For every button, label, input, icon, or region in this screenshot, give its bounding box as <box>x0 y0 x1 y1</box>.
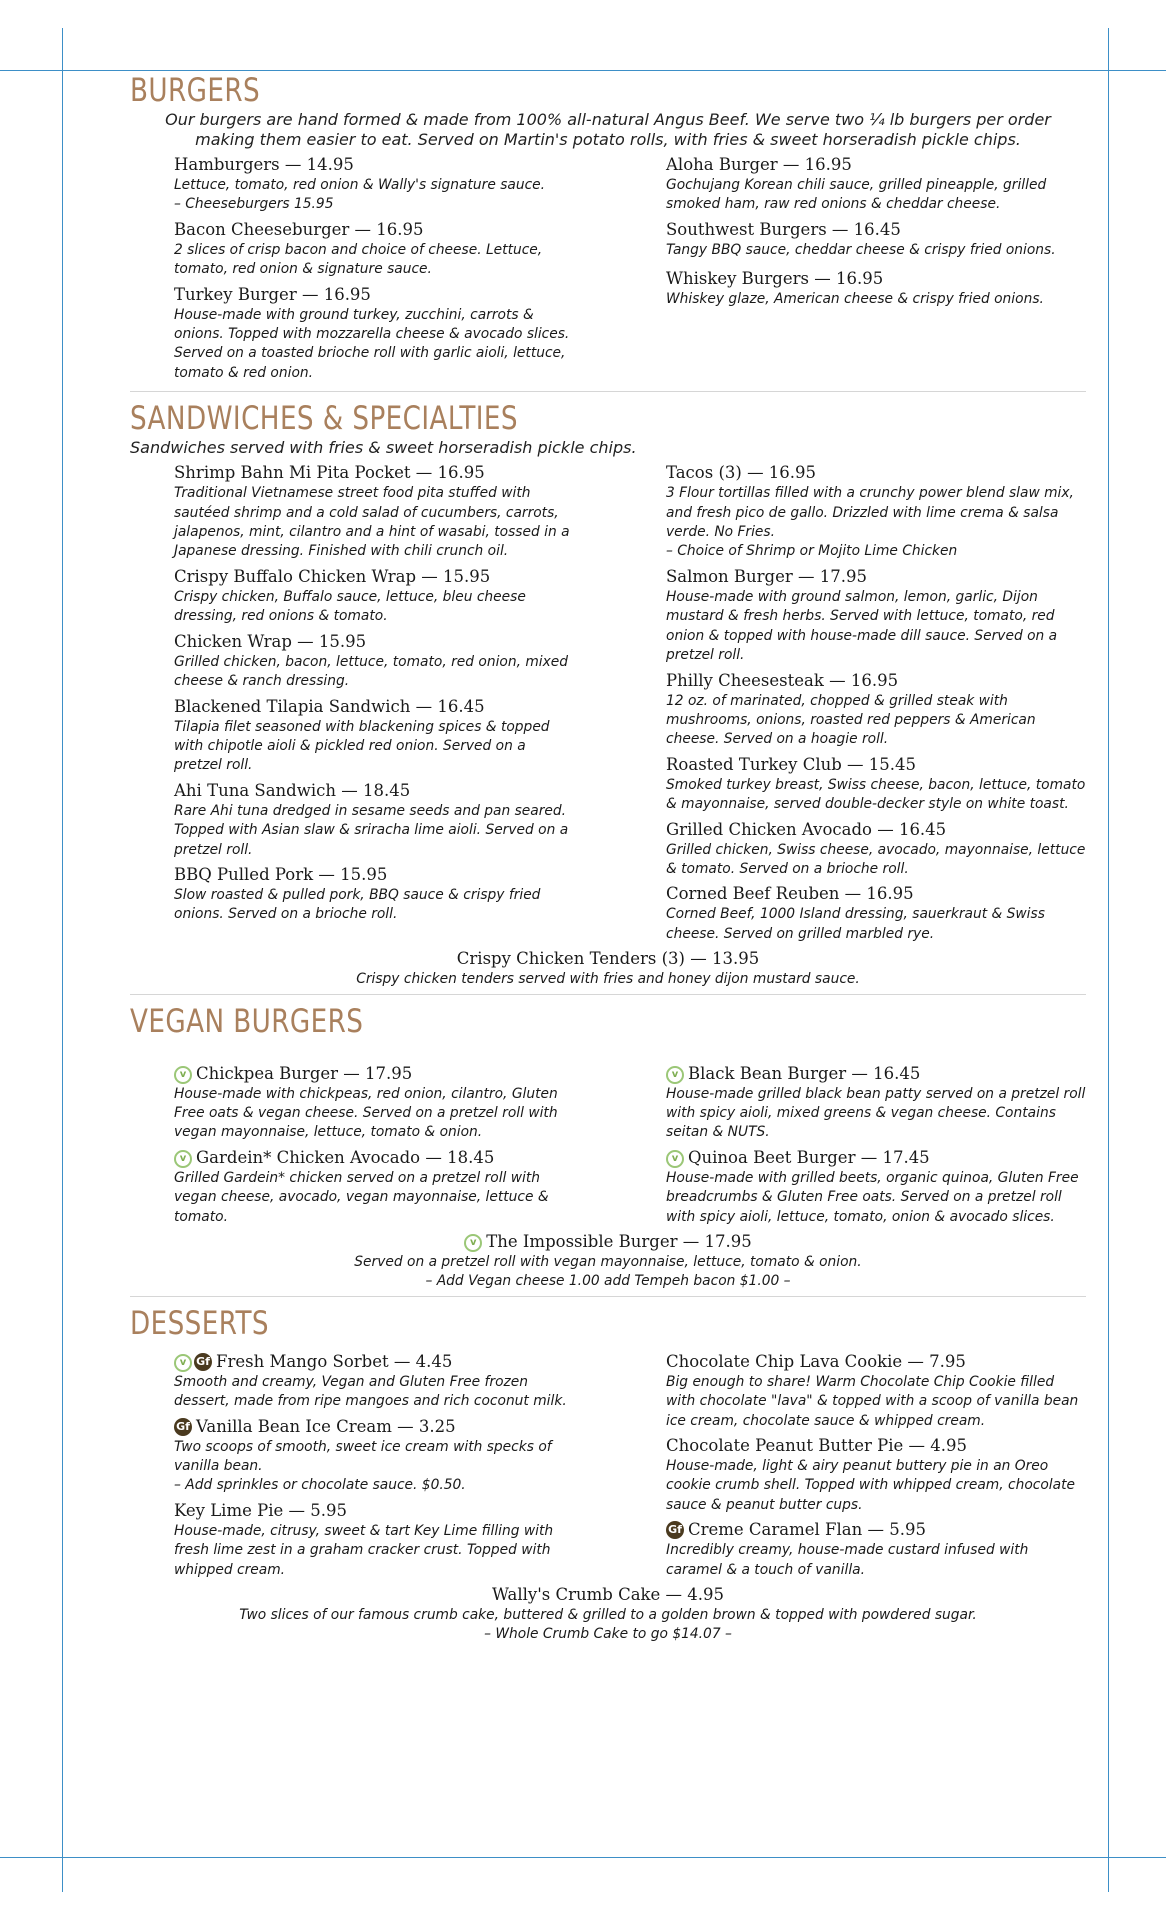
item-description: Lettuce, tomato, red onion & Wally's signature sauce. <box>174 177 546 193</box>
item-description: Grilled chicken, bacon, lettuce, tomato, red onion, mixed cheese & ranch dressing. <box>174 653 569 690</box>
item-name: Blackened Tilapia Sandwich — 16.45 <box>174 696 485 716</box>
item-name: Quinoa Beet Burger — 17.45 <box>688 1147 930 1167</box>
item-description: House-made with ground turkey, zucchini, carrots & onions. Topped with mozzarella cheese & avocado slices. Served on a toasted brioche roll with garlic aioli, lettuce, tomato & red onion. <box>174 306 570 381</box>
menu-item-centered <box>130 1231 1086 1292</box>
item-name-row <box>174 1063 572 1085</box>
menu-item <box>174 780 572 860</box>
menu-item <box>666 154 1086 215</box>
item-name-row <box>174 1416 572 1438</box>
menu-item-centered <box>130 1584 1086 1645</box>
crop-line-right <box>1108 28 1109 1892</box>
section-divider <box>130 1296 1086 1297</box>
menu-item <box>666 1063 1086 1143</box>
menu-item <box>666 883 1086 944</box>
section-title-vegan: VEGAN BURGERS <box>130 1001 364 1040</box>
item-name-row <box>666 1519 1086 1541</box>
item-note: – Choice of Shrimp or Mojito Lime Chicken <box>666 543 958 560</box>
sandwiches-intro: Sandwiches served with fries & sweet horseradish pickle chips. <box>130 438 637 458</box>
section-title-sandwiches: SANDWICHES & SPECIALTIES <box>130 399 518 438</box>
vegan-section <box>130 1001 1086 1292</box>
item-description: Crispy chicken, Buffalo sauce, lettuce, bleu cheese dressing, red onions & tomato. <box>174 588 526 625</box>
item-name: Chickpea Burger — 17.95 <box>196 1063 413 1083</box>
burgers-section <box>130 70 1086 387</box>
gluten-free-icon: Gf <box>174 1418 192 1436</box>
vegan-leaf-icon: v <box>666 1150 684 1168</box>
menu-item-centered <box>130 948 1086 989</box>
item-description: 3 Flour tortillas filled with a crunchy power blend slaw mix, and fresh pico de gallo. Drizzled with lime crema & salsa verde. No Fries. <box>666 485 1074 541</box>
item-name: Black Bean Burger — 16.45 <box>688 1063 921 1083</box>
gluten-free-icon: Gf <box>666 1521 684 1539</box>
section-divider <box>130 391 1086 392</box>
item-description: Smoked turkey breast, Swiss cheese, bacon, lettuce, tomato & mayonnaise, served double-decker style on white toast. <box>666 776 1086 813</box>
item-name: Fresh Mango Sorbet — 4.45 <box>216 1351 453 1371</box>
item-description: Gochujang Korean chili sauce, grilled pineapple, grilled smoked ham, raw red onions & cheddar cheese. <box>666 177 1047 213</box>
burgers-intro-line-2: making them easier to eat. Served on Martin's potato rolls, with fries & sweet horseradish pickle chips. <box>195 130 1021 149</box>
section-title-burgers: BURGERS <box>130 71 261 109</box>
burgers-intro-line-1: Our burgers are hand formed & made from 100% all-natural Angus Beef. We serve two ¼ lb burgers per order <box>165 110 1051 129</box>
menu-item <box>174 1500 572 1580</box>
item-name: Crispy Buffalo Chicken Wrap — 15.95 <box>174 566 491 586</box>
item-name: Crispy Chicken Tenders (3) — 13.95 <box>456 949 760 969</box>
item-description: Incredibly creamy, house-made custard infused with caramel & a touch of vanilla. <box>666 1542 1029 1578</box>
item-description: House-made with chickpeas, red onion, cilantro, Gluten Free oats & vegan cheese. Served on a pretzel roll with vegan mayonnaise, lettuce, tomato & onion. <box>174 1085 558 1141</box>
menu-item <box>666 268 1086 309</box>
vegan-leaf-icon: v <box>174 1150 192 1168</box>
item-description: Grilled chicken, Swiss cheese, avocado, mayonnaise, lettuce & tomato. Served on a brioche roll. <box>666 841 1086 877</box>
item-description: Corned Beef, 1000 Island dressing, sauerkraut & Swiss cheese. Served on grilled marbled rye. <box>666 906 1045 942</box>
menu-item <box>174 1147 572 1227</box>
menu-item <box>666 462 1086 562</box>
item-name: Ahi Tuna Sandwich — 18.45 <box>174 780 411 800</box>
item-name: Corned Beef Reuben — 16.95 <box>666 884 914 904</box>
item-note: – Add Vegan cheese 1.00 add Tempeh bacon $1.00 – <box>425 1273 791 1290</box>
vegan-leaf-icon: v <box>464 1234 482 1252</box>
crop-line-left <box>62 28 63 1892</box>
item-description: Slow roasted & pulled pork, BBQ sauce & crispy fried onions. Served on a brioche roll. <box>174 886 541 923</box>
menu-item <box>174 1351 572 1412</box>
item-name: Roasted Turkey Club — 15.45 <box>666 754 917 774</box>
item-description: 2 slices of crisp bacon and choice of cheese. Lettuce, tomato, red onion & signature sauce. <box>174 241 543 278</box>
item-name: Wally's Crumb Cake — 4.95 <box>491 1585 725 1605</box>
menu-item <box>666 754 1086 815</box>
item-name: Philly Cheesesteak — 16.95 <box>666 670 899 690</box>
menu-page <box>130 70 1086 1645</box>
menu-item <box>174 864 572 925</box>
menu-item <box>174 284 572 384</box>
item-name: Salmon Burger — 17.95 <box>666 566 867 586</box>
item-name: Southwest Burgers — 16.45 <box>666 219 901 239</box>
item-name: Chocolate Peanut Butter Pie — 4.95 <box>666 1436 967 1456</box>
item-description: Tilapia filet seasoned with blackening spices & topped with chipotle aioli & pickled red onion. Served on a pretzel roll. <box>174 718 550 774</box>
item-description: Smooth and creamy, Vegan and Gluten Free frozen dessert, made from ripe mangoes and rich coconut milk. <box>174 1373 567 1410</box>
item-name: Whiskey Burgers — 16.95 <box>666 269 884 289</box>
item-note: – Whole Crumb Cake to go $14.07 – <box>484 1626 732 1643</box>
menu-item <box>174 219 572 280</box>
menu-item <box>666 219 1086 260</box>
item-name: Aloha Burger — 16.95 <box>666 155 852 174</box>
menu-item <box>174 696 572 776</box>
menu-item <box>666 670 1086 750</box>
item-name-row <box>666 1147 1086 1169</box>
item-description: Served on a pretzel roll with vegan mayonnaise, lettuce, tomato & onion. <box>354 1254 862 1270</box>
section-divider <box>130 994 1086 995</box>
item-name: The Impossible Burger — 17.95 <box>486 1232 752 1251</box>
item-name: Key Lime Pie — 5.95 <box>174 1500 347 1520</box>
sandwiches-section <box>130 398 1086 989</box>
item-name-row <box>666 1063 1086 1085</box>
item-note: – Add sprinkles or chocolate sauce. $0.50. <box>174 1477 466 1494</box>
vegan-leaf-icon: v <box>174 1354 192 1372</box>
crop-line-bottom <box>0 1857 1166 1858</box>
menu-item <box>666 1435 1086 1515</box>
item-name-row <box>130 1231 1086 1253</box>
desserts-section <box>130 1303 1086 1645</box>
item-description: Tangy BBQ sauce, cheddar cheese & crispy fried onions. <box>666 241 1056 258</box>
item-name: Vanilla Bean Ice Cream — 3.25 <box>196 1416 456 1436</box>
item-name: Chicken Wrap — 15.95 <box>174 631 367 651</box>
item-name: Hamburgers — 14.95 <box>174 155 354 174</box>
item-description: 12 oz. of marinated, chopped & grilled steak with mushrooms, onions, roasted red peppers & American cheese. Served on a hoagie roll. <box>666 692 1036 748</box>
item-name: Tacos (3) — 16.95 <box>666 463 817 483</box>
item-description: Rare Ahi tuna dredged in sesame seeds and pan seared. Topped with Asian slaw & sriracha lime aioli. Served on a pretzel roll. <box>174 802 569 858</box>
item-name: Bacon Cheeseburger — 16.95 <box>174 219 424 239</box>
item-description: Two scoops of smooth, sweet ice cream with specks of vanilla bean. <box>174 1438 552 1475</box>
menu-item <box>666 1351 1086 1431</box>
item-name: Creme Caramel Flan — 5.95 <box>688 1520 926 1540</box>
item-description: Crispy chicken tenders served with fries and honey dijon mustard sauce. <box>356 971 860 988</box>
item-name: Turkey Burger — 16.95 <box>174 284 371 304</box>
item-description: House-made with grilled beets, organic quinoa, Gluten Free breadcrumbs & Gluten Free oats. Served on a pretzel roll with spicy aioli, lettuce, tomato, onion & avocado slices. <box>666 1169 1079 1225</box>
gluten-free-icon: Gf <box>194 1353 212 1371</box>
item-description: House-made grilled black bean patty served on a pretzel roll with spicy aioli, mixed greens & vegan cheese. Contains seitan & NUTS. <box>666 1085 1086 1141</box>
item-name-row <box>174 1351 572 1373</box>
item-name: Gardein* Chicken Avocado — 18.45 <box>196 1147 495 1167</box>
item-name: Shrimp Bahn Mi Pita Pocket — 16.95 <box>174 463 485 483</box>
vegan-leaf-icon: v <box>174 1066 192 1084</box>
item-description: Whiskey glaze, American cheese & crispy fried onions. <box>666 291 1044 308</box>
item-name: BBQ Pulled Pork — 15.95 <box>174 864 388 884</box>
item-name-row <box>174 1147 572 1169</box>
item-description: House-made, citrusy, sweet & tart Key Lime filling with fresh lime zest in a graham cracker crust. Topped with whipped cream. <box>174 1522 554 1578</box>
item-name: Grilled Chicken Avocado — 16.45 <box>666 819 947 839</box>
menu-item <box>174 566 572 627</box>
menu-item <box>666 1519 1086 1580</box>
menu-item <box>174 154 572 215</box>
menu-item <box>666 1147 1086 1227</box>
item-description: Big enough to share! Warm Chocolate Chip Cookie filled with chocolate "lava" & topped with a scoop of vanilla bean ice cream, chocolate sauce & whipped cream. <box>666 1373 1079 1429</box>
menu-item <box>666 566 1086 666</box>
menu-item <box>666 819 1086 880</box>
menu-item <box>174 1416 572 1496</box>
item-description: Grilled Gardein* chicken served on a pretzel roll with vegan cheese, avocado, vegan mayonnaise, lettuce & tomato. <box>174 1169 549 1225</box>
menu-item <box>174 1063 572 1143</box>
item-note: – Cheeseburgers 15.95 <box>174 196 334 213</box>
vegan-leaf-icon: v <box>666 1066 684 1084</box>
section-title-desserts: DESSERTS <box>130 1303 269 1342</box>
menu-item <box>174 631 572 692</box>
item-description: Two slices of our famous crumb cake, buttered & grilled to a golden brown & topped with powdered sugar. <box>239 1607 977 1624</box>
item-description: House-made with ground salmon, lemon, garlic, Dijon mustard & fresh herbs. Served with lettuce, tomato, red onion & topped with house-made dill sauce. Served on a pretzel roll. <box>666 588 1058 664</box>
item-description: Traditional Vietnamese street food pita stuffed with sautéed shrimp and a cold salad of cucumbers, carrots, jalapenos, mint, cilantro and a hint of wasabi, tossed in a Japanese dressing. Finished with chili crunch oil. <box>174 485 570 560</box>
item-description: House-made, light & airy peanut buttery pie in an Oreo cookie crumb shell. Topped with whipped cream, chocolate sauce & peanut butter cups. <box>666 1458 1075 1513</box>
menu-item <box>174 462 572 562</box>
item-name: Chocolate Chip Lava Cookie — 7.95 <box>666 1351 966 1371</box>
